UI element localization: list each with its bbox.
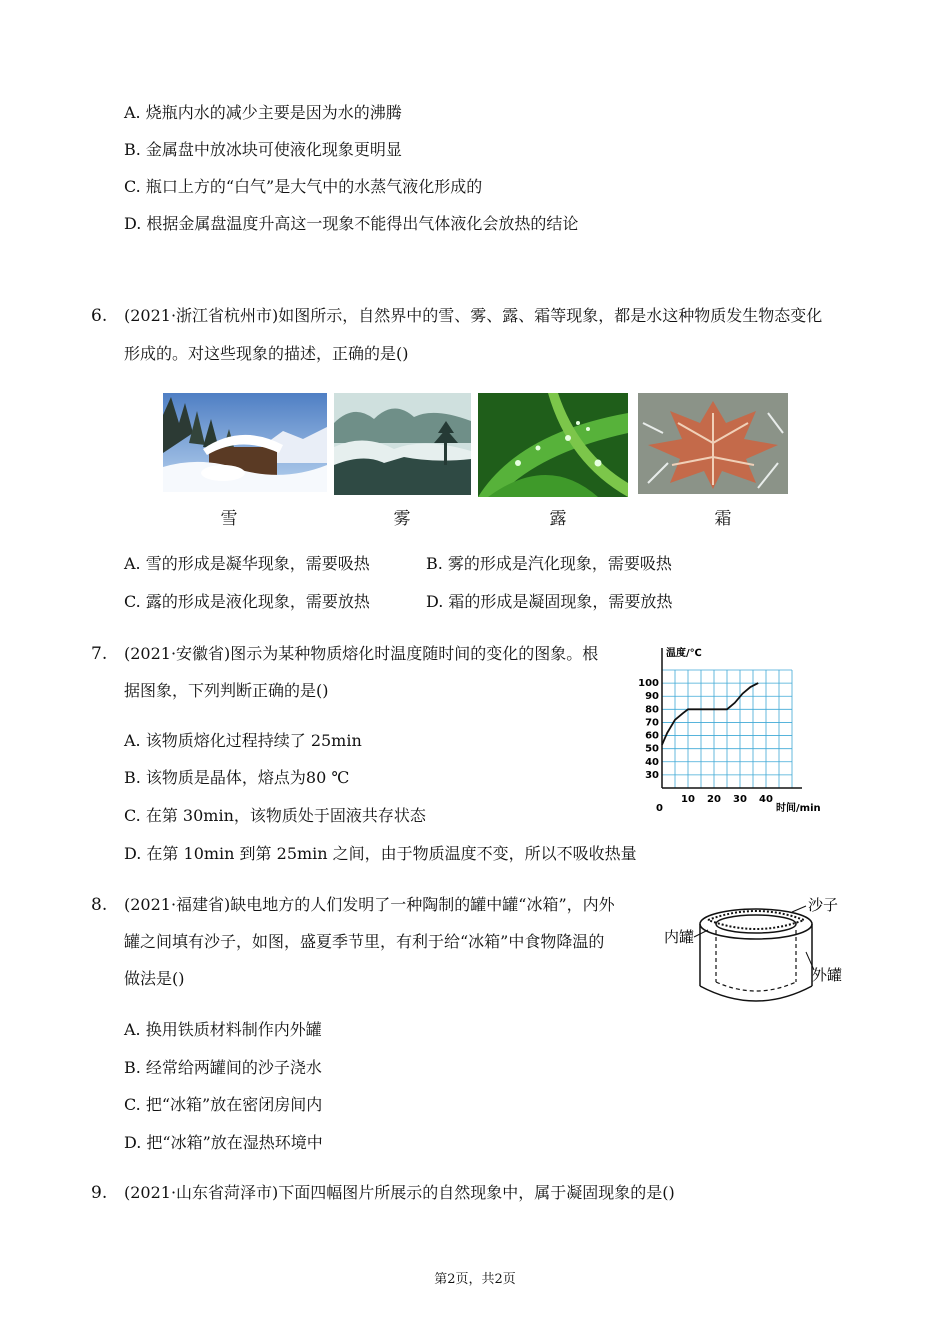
q7-option-b: B. 该物质是晶体，熔点为80 ℃ bbox=[124, 768, 350, 787]
dew-photo bbox=[478, 393, 628, 497]
melting-chart bbox=[636, 642, 836, 817]
q7-option-a: A. 该物质熔化过程持续了 25min bbox=[124, 731, 362, 750]
q6-option-a: A. 雪的形成是凝华现象，需要吸热 bbox=[124, 554, 370, 573]
q7-stem-line1: (2021·安徽省)图示为某种物质熔化时温度随时间的变化的图象。根 bbox=[124, 644, 599, 663]
label-inner-pot: 内罐 bbox=[664, 928, 695, 946]
y-tick-label: 70 bbox=[645, 717, 659, 729]
x-tick-label: 40 bbox=[759, 794, 773, 805]
frost-photo bbox=[638, 393, 788, 494]
page-footer: 第2页，共2页 bbox=[434, 1272, 516, 1287]
q5-option-a: A. 烧瓶内水的减少主要是因为水的沸腾 bbox=[124, 103, 402, 122]
q9-stem-line1: (2021·山东省菏泽市)下面四幅图片所展示的自然现象中，属于凝固现象的是() bbox=[124, 1183, 675, 1202]
y-tick-label: 40 bbox=[645, 756, 659, 768]
q8-stem-line3: 做法是() bbox=[124, 969, 185, 988]
q6-stem-line2: 形成的。对这些现象的描述，正确的是() bbox=[124, 344, 409, 363]
q8-option-d: D. 把“冰箱”放在湿热环境中 bbox=[124, 1133, 323, 1152]
y-tick-label: 100 bbox=[638, 678, 659, 690]
q5-option-c: C. 瓶口上方的“白气”是大气中的水蒸气液化形成的 bbox=[124, 177, 483, 196]
q5-option-b: B. 金属盘中放冰块可使液化现象更明显 bbox=[124, 140, 402, 159]
x-tick-label: 30 bbox=[733, 794, 747, 805]
q7-number: 7. bbox=[91, 644, 108, 664]
q6-stem-line1: (2021·浙江省杭州市)如图所示，自然界中的雪、雾、露、霜等现象，都是水这种物质发生物态变化 bbox=[124, 306, 823, 325]
caption-dew: 露 bbox=[549, 509, 567, 529]
fog-photo bbox=[334, 393, 471, 495]
origin-label: 0 bbox=[656, 803, 663, 814]
outer-pot-rim bbox=[700, 909, 812, 939]
x-axis-label: 时间/min bbox=[776, 803, 821, 814]
q8-stem-line1: (2021·福建省)缺电地方的人们发明了一种陶制的罐中罐“冰箱”，内外 bbox=[124, 895, 615, 914]
q6-number: 6. bbox=[91, 306, 108, 326]
label-sand: 沙子 bbox=[808, 896, 839, 914]
y-tick-label: 50 bbox=[645, 743, 659, 755]
q9-number: 9. bbox=[91, 1183, 108, 1203]
caption-frost: 霜 bbox=[714, 509, 732, 529]
label-outer-pot: 外罐 bbox=[812, 966, 843, 984]
sand-fill bbox=[708, 911, 804, 929]
y-tick-label: 90 bbox=[645, 691, 659, 703]
caption-snow: 雪 bbox=[220, 509, 238, 529]
q8-number: 8. bbox=[91, 895, 108, 915]
snow-photo bbox=[163, 393, 327, 492]
outer-pot-base bbox=[700, 986, 812, 1001]
inner-pot-base bbox=[716, 982, 796, 991]
q8-option-a: A. 换用铁质材料制作内外罐 bbox=[124, 1020, 322, 1039]
y-tick-label: 30 bbox=[645, 769, 659, 781]
q7-stem-line2: 据图象，下列判断正确的是() bbox=[124, 681, 329, 700]
y-tick-label: 60 bbox=[645, 730, 659, 742]
q8-stem-line2: 罐之间填有沙子，如图，盛夏季节里，有利于给“冰箱”中食物降温的 bbox=[124, 932, 605, 951]
q7-option-d: D. 在第 10min 到第 25min 之间，由于物质温度不变，所以不吸收热量 bbox=[124, 844, 637, 863]
q8-option-b: B. 经常给两罐间的沙子浇水 bbox=[124, 1058, 322, 1077]
inner-pointer bbox=[694, 930, 708, 937]
q6-option-d: D. 霜的形成是凝固现象，需要放热 bbox=[426, 592, 673, 611]
q7-option-c: C. 在第 30min，该物质处于固液共存状态 bbox=[124, 806, 426, 825]
chart-grid bbox=[662, 670, 792, 788]
q6-option-c: C. 露的形成是液化现象，需要放热 bbox=[124, 592, 370, 611]
y-axis-label: 温度/℃ bbox=[666, 648, 702, 659]
q6-option-b: B. 雾的形成是汽化现象，需要吸热 bbox=[426, 554, 672, 573]
x-tick-label: 10 bbox=[681, 794, 695, 805]
q5-option-d: D. 根据金属盘温度升高这一现象不能得出气体液化会放热的结论 bbox=[124, 214, 579, 233]
sand-pointer bbox=[792, 906, 806, 912]
inner-pot-rim bbox=[716, 915, 796, 933]
pot-in-pot-diagram bbox=[664, 890, 848, 1010]
x-tick-label: 20 bbox=[707, 794, 721, 805]
q8-option-c: C. 把“冰箱”放在密闭房间内 bbox=[124, 1095, 323, 1114]
y-tick-label: 80 bbox=[645, 704, 659, 716]
caption-fog: 雾 bbox=[393, 509, 411, 529]
